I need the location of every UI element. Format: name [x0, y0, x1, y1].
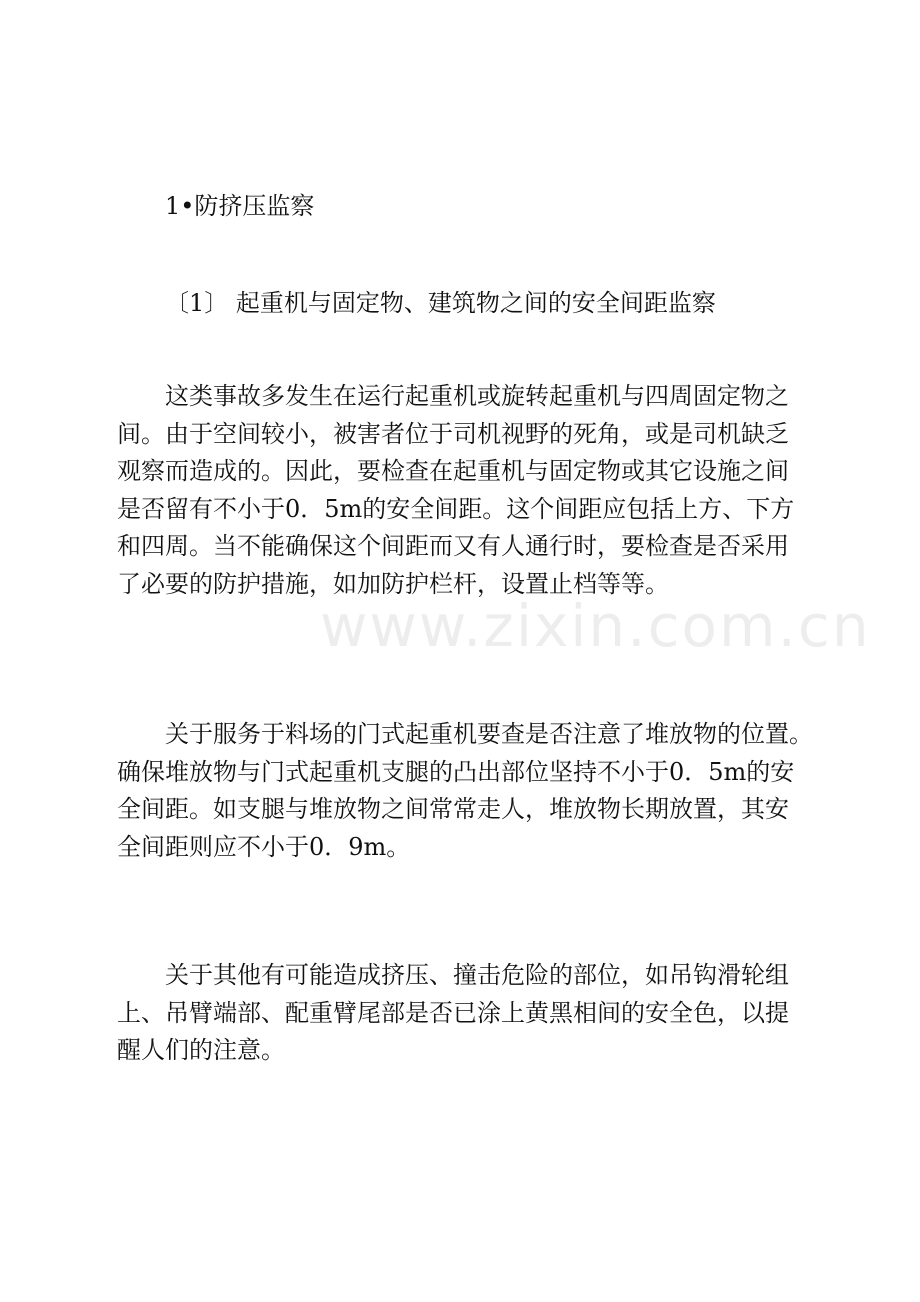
paragraph-line: 是否留有不小于0．5m的安全间距。这个间距应包括上方、下方: [117, 494, 795, 523]
section-heading: 1•防挤压监察: [165, 192, 315, 220]
paragraph-line: 这类事故多发生在运行起重机或旋转起重机与四周固定物之: [165, 382, 789, 410]
paragraph-line: 和四周。当不能确保这个间距而又有人通行时，要检查是否采用: [117, 532, 789, 560]
paragraph-line: 观察而造成的。因此，要检查在起重机与固定物或其它设施之间: [117, 457, 789, 485]
paragraph-line: 间。由于空间较小，被害者位于司机视野的死角，或是司机缺乏: [117, 419, 789, 448]
paragraph-line: 全间距则应不小于0．9m。: [117, 832, 411, 861]
paragraph-gantry-crane: [117, 716, 817, 866]
paragraph-line: 全间距。如支腿与堆放物之间常常走人，堆放物长期放置，其安: [117, 795, 789, 823]
paragraph-line: 确保堆放物与门式起重机支腿的凸出部位坚持不小于0．5m的安: [117, 757, 795, 786]
paragraph-line: 醒人们的注意。: [117, 1036, 285, 1064]
paragraph-line: 上、吊臂端部、配重臂尾部是否已涂上黄黑相间的安全色，以提: [117, 998, 789, 1027]
paragraph-clearance-check: [117, 378, 817, 603]
paragraph-line: 关于其他有可能造成挤压、撞击危险的部位，如吊钩滑轮组: [165, 961, 789, 989]
watermark-text: www.zixin.com.cn: [320, 592, 871, 660]
paragraph-line: 关于服务于料场的门式起重机要查是否注意了堆放物的位置。: [165, 720, 813, 748]
paragraph-line: 了必要的防护措施，如加防护栏杆，设置止档等等。: [117, 569, 669, 598]
subsection-heading: 〔1〕 起重机与固定物、建筑物之间的安全间距监察: [165, 289, 716, 317]
paragraph-safety-color: [117, 957, 817, 1070]
